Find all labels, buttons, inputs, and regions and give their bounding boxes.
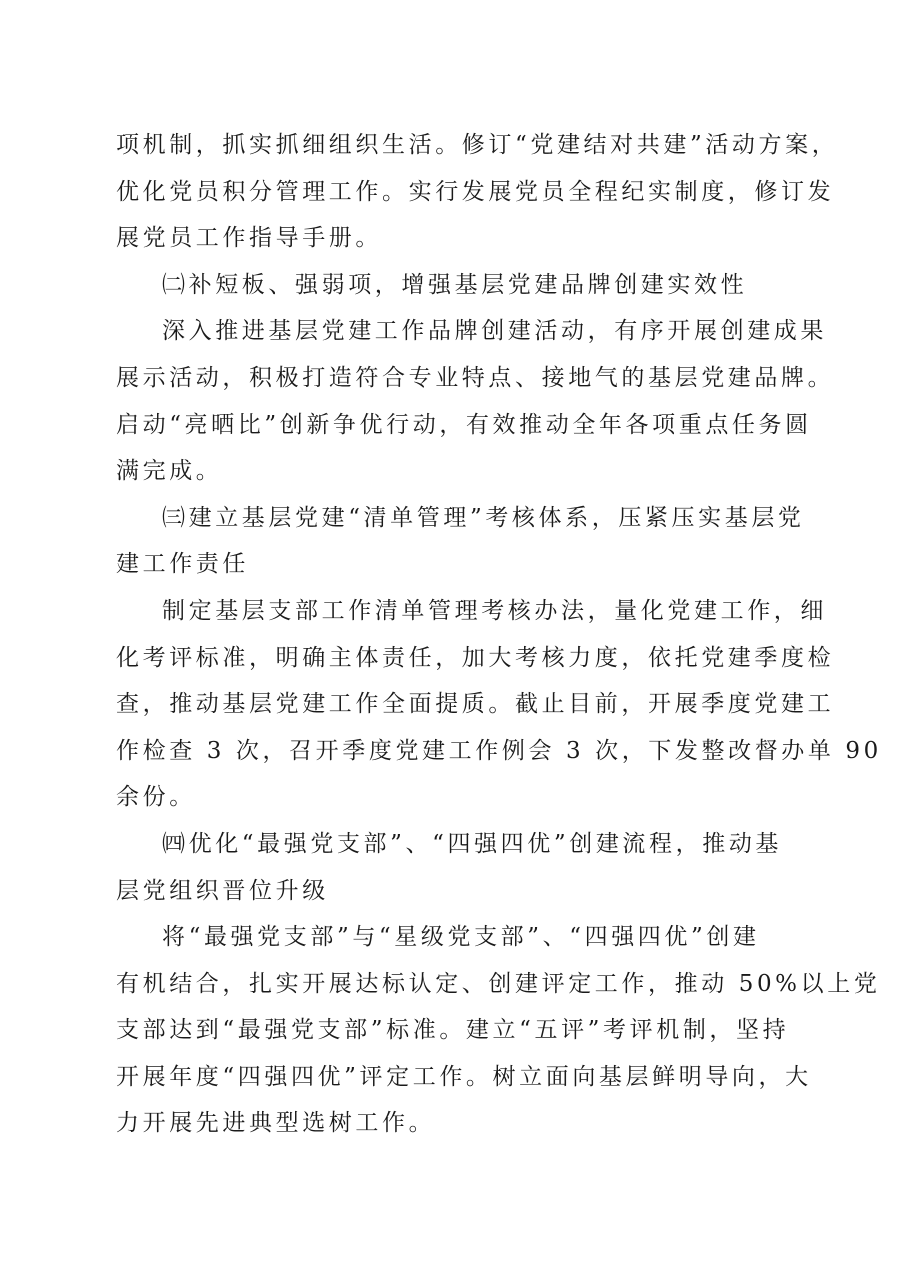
text-line: ㈣优化“最强党支部”、“四强四优”创建流程，推动基	[162, 830, 783, 857]
text-line: 展示活动，积极打造符合专业特点、接地气的基层党建品牌。	[116, 364, 835, 391]
text-line: 力开展先进典型选树工作。	[116, 1110, 436, 1137]
text-line: 化考评标准，明确主体责任，加大考核力度，依托党建季度检	[116, 644, 835, 671]
text-line: 支部达到“最强党支部”标准。建立“五评”考评机制，坚持	[116, 1017, 790, 1044]
text-line: 查，推动基层党建工作全面提质。截止目前，开展季度党建工	[116, 691, 835, 718]
text-line: 深入推进基层党建工作品牌创建活动，有序开展创建成果	[162, 318, 827, 345]
section-heading-3	[116, 495, 805, 588]
text-line: 将“最强党支部”与“星级党支部”、“四强四优”创建	[162, 924, 760, 951]
paragraph-brand-building	[116, 308, 835, 494]
text-line: 层党组织晋位升级	[116, 877, 329, 904]
text-line: 有机结合，扎实开展达标认定、创建评定工作，推动 50%以上党	[116, 970, 881, 997]
text-line: 开展年度“四强四优”评定工作。树立面向基层鲜明导向，大	[116, 1063, 812, 1090]
text-line: 满完成。	[116, 458, 223, 485]
paragraph-continued	[116, 122, 839, 262]
text-line: 优化党员积分管理工作。实行发展党员全程纪实制度，修订发	[116, 178, 835, 205]
section-heading-4	[116, 821, 799, 914]
document-body	[116, 122, 882, 1147]
text-line: ㈢建立基层党建“清单管理”考核体系，压紧压实基层党	[162, 504, 805, 531]
text-line: 余份。	[116, 784, 196, 811]
text-line: 启动“亮晒比”创新争优行动，有效推动全年各项重点任务圆	[116, 411, 812, 438]
paragraph-checklist-assessment	[116, 588, 882, 821]
text-line: 展党员工作指导手册。	[116, 225, 382, 252]
text-line: 制定基层支部工作清单管理考核办法，量化党建工作，细	[162, 597, 827, 624]
section-heading-2	[116, 262, 799, 309]
paragraph-strongest-branch	[116, 914, 881, 1147]
text-line: 建工作责任	[116, 551, 249, 578]
text-line: ㈡补短板、强弱项，增强基层党建品牌创建实效性	[162, 271, 748, 298]
text-line: 作检查 3 次，召开季度党建工作例会 3 次，下发整改督办单 90	[116, 737, 882, 764]
text-line: 项机制，抓实抓细组织生活。修订“党建结对共建”活动方案，	[116, 132, 839, 158]
